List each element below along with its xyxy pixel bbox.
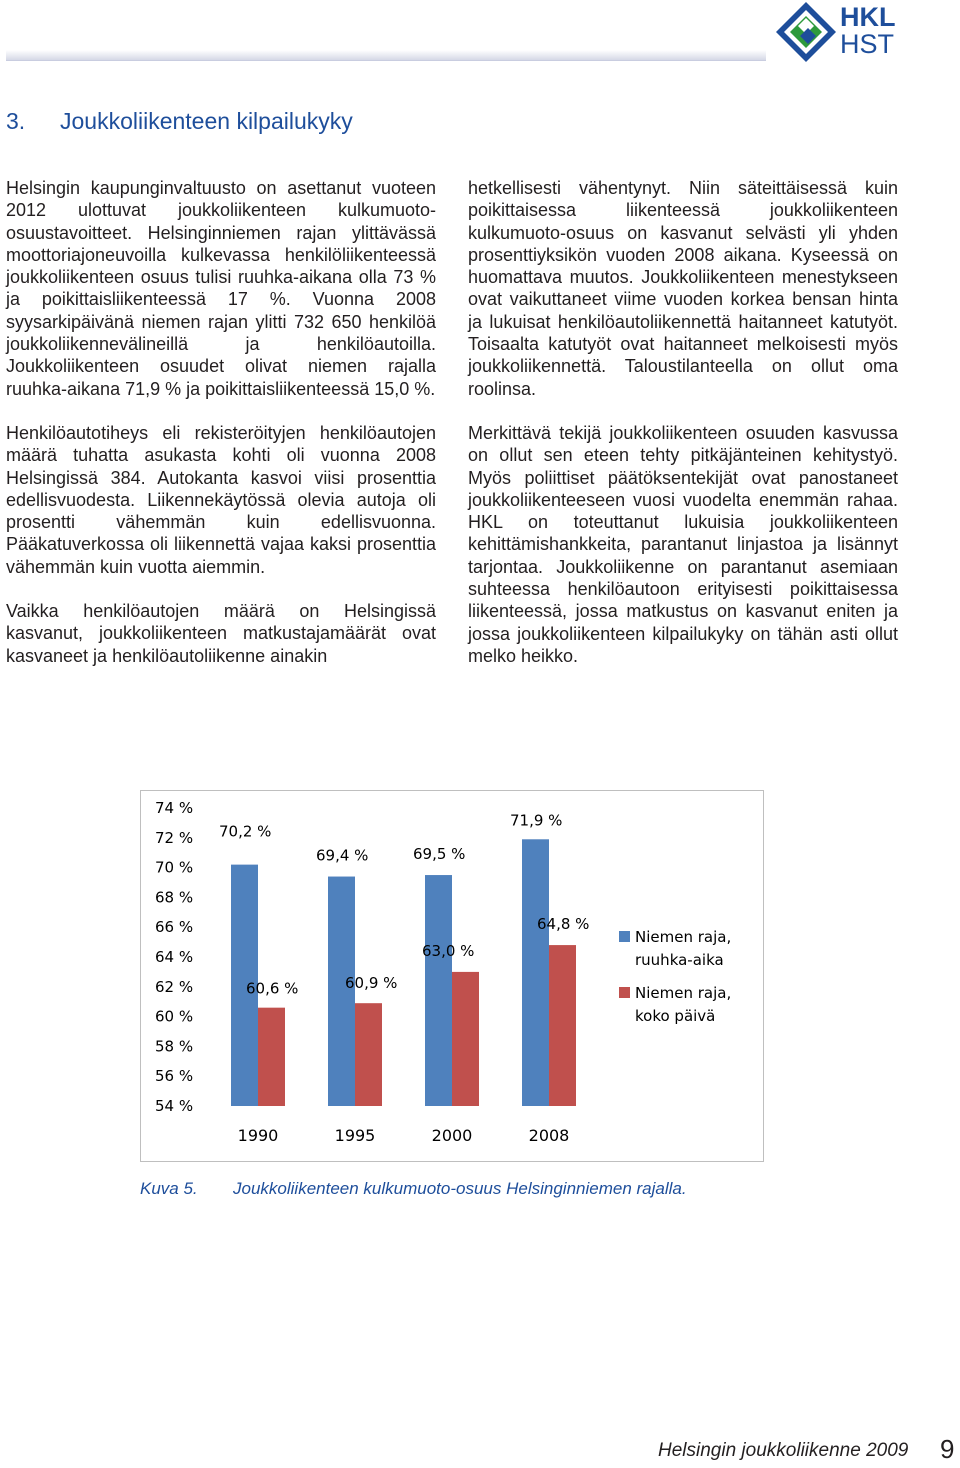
section-number: 3. <box>6 108 26 134</box>
section-heading <box>6 108 353 135</box>
paragraph: hetkellisesti vähentynyt. Niin säteittäisessä kuin poikittaisessa liikenteessä joukkoliikenteen kulkumuoto-osuus on kasvanut selvästi yli yhden prosenttiyksikön vuoden 2008 aikana. Kyseessä on huomattava muutos. Joukkoliikenteen menestykseen ovat vaikuttaneet viime vuoden korkea bensan hinta ja lukuisat henkilöautoliikennettä haitanneet katutyöt. Toisaalta katutyöt ovat haitanneet melkoisesti myös joukkoliikennettä. Taloustilanteella on ollut oma roolinsa. <box>468 178 898 399</box>
bar <box>522 839 549 1106</box>
paragraph: Henkilöautotiheys eli rekisteröityjen henkilöautojen määrä tuhatta asukasta kohti oli vuonna 2008 Helsingissä 384. Autokanta kasvoi viisi prosenttia edellisvuodesta. Liikennekäytössä olevia autoja oli prosentti vähemmän kuin edellisvuonna. Pääkatuverkossa oli liikennettä vajaa kaksi prosenttia vähemmän kuin vuotta aiemmin. <box>6 422 436 577</box>
data-label: 60,6 % <box>246 979 299 998</box>
x-tick-label: 2000 <box>431 1126 473 1145</box>
legend-label: Niemen raja, <box>635 984 732 1002</box>
bar <box>355 1003 382 1106</box>
y-tick-label: 74 % <box>155 799 194 817</box>
paragraph: Helsingin kaupunginvaltuusto on asettanut vuoteen 2012 ulottuvat joukkoliikenteen kulkumuoto-osuustavoitteet. Helsinginniemen rajan ylittävässä moottoriajoneuvoilla kulkevassa henkilöliikenteessä joukkoliikenteen osuus tulisi ruuhka-aikana olla 73 % ja poikittaisliikenteessä 17 %. Vuonna 2008 syysarkipäivänä niemen rajan ylitti 732 650 henkilöä joukkoliikennevälineillä ja henkilöautoilla. Joukkoliikenteen osuudet olivat niemen rajalla ruuhka-aikana 71,9 % ja poikittaisliikenteessä 15,0 %. <box>6 178 436 399</box>
x-tick-label: 1990 <box>237 1126 279 1145</box>
footer-publication: Helsingin joukkoliikenne 2009 <box>658 1440 909 1461</box>
legend-swatch <box>619 931 630 942</box>
paragraph: Vaikka henkilöautojen määrä on Helsingissä kasvanut, joukkoliikenteen matkustajamäärät ovat kasvaneet ja henkilöautoliikenne ainakin <box>6 601 436 666</box>
legend-swatch <box>619 987 630 998</box>
data-label: 63,0 % <box>422 941 475 960</box>
bar <box>549 945 576 1106</box>
y-tick-label: 70 % <box>155 858 194 877</box>
data-label: 60,9 % <box>345 974 398 993</box>
data-label: 69,5 % <box>413 845 466 864</box>
x-tick-label: 1995 <box>334 1126 376 1145</box>
text-column-left <box>6 177 436 689</box>
page-number: 9 <box>940 1434 955 1464</box>
figure-caption <box>140 1179 687 1199</box>
bar <box>258 1008 285 1106</box>
y-tick-label: 66 % <box>155 918 194 937</box>
logo-line-2: HST <box>840 29 894 59</box>
data-label: 71,9 % <box>510 811 563 830</box>
y-tick-label: 72 % <box>155 828 194 847</box>
y-tick-label: 68 % <box>155 888 194 907</box>
y-tick-label: 56 % <box>155 1067 194 1086</box>
paragraph: Merkittävä tekijä joukkoliikenteen osuuden kasvussa on ollut sen eteen tehty pitkäjänteinen kehitystyö. Myös poliittiset päätöksentekijät ovat panostaneet joukkoliikenteeseen vuosi vuodelta enemmän rahaa. HKL on toteuttanut lukuisia joukkoliikenteen kehittämishankkeita, parantanut linjastoa ja lisännyt tarjontaa. Joukkoliikenne on parantanut asemiaan suhteessa henkilöautoon erityisesti poikittaisessa liikenteessä, jossa matkustus on kasvanut eniten ja jossa joukkoliikenteen kilpailukyky on tähän asti ollut melko heikko. <box>468 422 898 666</box>
legend-label: koko päivä <box>635 1007 716 1025</box>
caption-text: Joukkoliikenteen kulkumuoto-osuus Helsinginniemen rajalla. <box>233 1179 687 1198</box>
logo-line-1: HKL <box>840 2 896 32</box>
caption-label: Kuva 5. <box>140 1179 198 1198</box>
y-tick-label: 54 % <box>155 1097 194 1115</box>
y-tick-label: 58 % <box>155 1037 194 1056</box>
legend-label: ruuhka-aika <box>635 951 724 969</box>
chart-canvas <box>141 791 763 1161</box>
bar-chart <box>140 790 764 1162</box>
legend-label: Niemen raja, <box>635 928 732 946</box>
section-title: Joukkoliikenteen kilpailukyky <box>60 108 353 134</box>
x-tick-label: 2008 <box>528 1126 570 1145</box>
text-column-right <box>468 177 898 689</box>
header-divider <box>6 50 766 61</box>
bar <box>425 875 452 1106</box>
logo-wordmark <box>840 4 896 58</box>
data-label: 69,4 % <box>316 846 369 865</box>
y-tick-label: 64 % <box>155 948 194 966</box>
data-label: 70,2 % <box>219 822 272 841</box>
bar <box>452 972 479 1106</box>
data-label: 64,8 % <box>537 915 590 934</box>
y-tick-label: 60 % <box>155 1007 194 1026</box>
y-tick-label: 62 % <box>155 977 194 996</box>
